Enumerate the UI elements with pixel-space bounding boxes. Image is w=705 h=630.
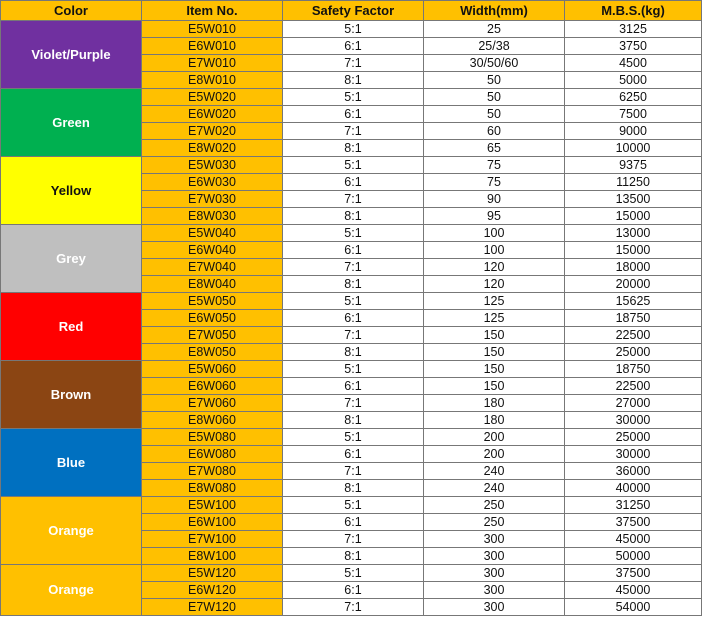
- mbs-cell: 30000: [565, 446, 702, 463]
- item-number-cell: E5W020: [142, 89, 283, 106]
- item-number-cell: E7W050: [142, 327, 283, 344]
- width-cell: 300: [424, 531, 565, 548]
- item-number-cell: E6W010: [142, 38, 283, 55]
- mbs-cell: 11250: [565, 174, 702, 191]
- safety-factor-cell: 5:1: [283, 21, 424, 38]
- width-cell: 250: [424, 497, 565, 514]
- item-number-cell: E8W080: [142, 480, 283, 497]
- width-cell: 50: [424, 106, 565, 123]
- safety-factor-cell: 6:1: [283, 106, 424, 123]
- header-row: [1, 1, 702, 21]
- mbs-cell: 13000: [565, 225, 702, 242]
- width-cell: 300: [424, 548, 565, 565]
- width-cell: 250: [424, 514, 565, 531]
- mbs-cell: 31250: [565, 497, 702, 514]
- safety-factor-cell: 8:1: [283, 140, 424, 157]
- width-cell: 150: [424, 361, 565, 378]
- item-number-cell: E6W040: [142, 242, 283, 259]
- mbs-cell: 3750: [565, 38, 702, 55]
- item-number-cell: E6W080: [142, 446, 283, 463]
- safety-factor-cell: 8:1: [283, 208, 424, 225]
- mbs-cell: 40000: [565, 480, 702, 497]
- width-cell: 100: [424, 242, 565, 259]
- header-mbs: M.B.S.(kg): [565, 1, 702, 21]
- table-row: [1, 157, 702, 174]
- mbs-cell: 25000: [565, 344, 702, 361]
- mbs-cell: 22500: [565, 327, 702, 344]
- color-group-cell: Violet/Purple: [1, 21, 142, 89]
- width-cell: 75: [424, 174, 565, 191]
- safety-factor-cell: 6:1: [283, 310, 424, 327]
- width-cell: 65: [424, 140, 565, 157]
- item-number-cell: E8W020: [142, 140, 283, 157]
- item-number-cell: E8W060: [142, 412, 283, 429]
- width-cell: 120: [424, 276, 565, 293]
- mbs-cell: 4500: [565, 55, 702, 72]
- safety-factor-cell: 8:1: [283, 412, 424, 429]
- width-cell: 240: [424, 480, 565, 497]
- mbs-cell: 15000: [565, 242, 702, 259]
- color-group-cell: Grey: [1, 225, 142, 293]
- table-row: [1, 565, 702, 582]
- width-cell: 240: [424, 463, 565, 480]
- width-cell: 180: [424, 395, 565, 412]
- safety-factor-cell: 7:1: [283, 327, 424, 344]
- table-row: [1, 225, 702, 242]
- item-number-cell: E7W030: [142, 191, 283, 208]
- header-item-no: Item No.: [142, 1, 283, 21]
- mbs-cell: 18750: [565, 310, 702, 327]
- safety-factor-cell: 5:1: [283, 361, 424, 378]
- safety-factor-cell: 7:1: [283, 55, 424, 72]
- item-number-cell: E5W050: [142, 293, 283, 310]
- mbs-cell: 27000: [565, 395, 702, 412]
- safety-factor-cell: 6:1: [283, 446, 424, 463]
- mbs-cell: 50000: [565, 548, 702, 565]
- color-group-cell: Green: [1, 89, 142, 157]
- item-number-cell: E8W030: [142, 208, 283, 225]
- width-cell: 150: [424, 327, 565, 344]
- item-number-cell: E6W030: [142, 174, 283, 191]
- table-row: [1, 361, 702, 378]
- mbs-cell: 37500: [565, 514, 702, 531]
- safety-factor-cell: 5:1: [283, 565, 424, 582]
- mbs-cell: 9375: [565, 157, 702, 174]
- width-cell: 300: [424, 599, 565, 616]
- item-number-cell: E6W020: [142, 106, 283, 123]
- table-row: [1, 89, 702, 106]
- color-group-cell: Orange: [1, 565, 142, 616]
- mbs-cell: 9000: [565, 123, 702, 140]
- mbs-cell: 45000: [565, 582, 702, 599]
- width-cell: 30/50/60: [424, 55, 565, 72]
- safety-factor-cell: 5:1: [283, 293, 424, 310]
- item-number-cell: E8W100: [142, 548, 283, 565]
- mbs-cell: 37500: [565, 565, 702, 582]
- mbs-cell: 10000: [565, 140, 702, 157]
- mbs-cell: 20000: [565, 276, 702, 293]
- safety-factor-cell: 7:1: [283, 599, 424, 616]
- item-number-cell: E8W040: [142, 276, 283, 293]
- mbs-cell: 22500: [565, 378, 702, 395]
- mbs-cell: 5000: [565, 72, 702, 89]
- mbs-cell: 15625: [565, 293, 702, 310]
- item-number-cell: E7W020: [142, 123, 283, 140]
- safety-factor-cell: 8:1: [283, 276, 424, 293]
- table-row: [1, 293, 702, 310]
- mbs-cell: 3125: [565, 21, 702, 38]
- width-cell: 150: [424, 378, 565, 395]
- table-body: [1, 21, 702, 616]
- width-cell: 50: [424, 89, 565, 106]
- color-group-cell: Blue: [1, 429, 142, 497]
- item-number-cell: E7W060: [142, 395, 283, 412]
- item-number-cell: E7W010: [142, 55, 283, 72]
- item-number-cell: E6W060: [142, 378, 283, 395]
- safety-factor-cell: 5:1: [283, 497, 424, 514]
- item-number-cell: E5W040: [142, 225, 283, 242]
- width-cell: 180: [424, 412, 565, 429]
- item-number-cell: E8W010: [142, 72, 283, 89]
- safety-factor-cell: 8:1: [283, 480, 424, 497]
- safety-factor-cell: 7:1: [283, 191, 424, 208]
- safety-factor-cell: 7:1: [283, 259, 424, 276]
- table-row: [1, 21, 702, 38]
- width-cell: 150: [424, 344, 565, 361]
- mbs-cell: 45000: [565, 531, 702, 548]
- safety-factor-cell: 8:1: [283, 548, 424, 565]
- safety-factor-cell: 6:1: [283, 514, 424, 531]
- safety-factor-cell: 7:1: [283, 463, 424, 480]
- item-number-cell: E7W040: [142, 259, 283, 276]
- color-group-cell: Yellow: [1, 157, 142, 225]
- width-cell: 60: [424, 123, 565, 140]
- width-cell: 300: [424, 582, 565, 599]
- color-group-cell: Brown: [1, 361, 142, 429]
- item-number-cell: E7W080: [142, 463, 283, 480]
- width-cell: 200: [424, 429, 565, 446]
- safety-factor-cell: 7:1: [283, 123, 424, 140]
- width-cell: 25/38: [424, 38, 565, 55]
- item-number-cell: E5W120: [142, 565, 283, 582]
- mbs-cell: 25000: [565, 429, 702, 446]
- mbs-cell: 36000: [565, 463, 702, 480]
- header-color: Color: [1, 1, 142, 21]
- item-number-cell: E5W060: [142, 361, 283, 378]
- width-cell: 125: [424, 293, 565, 310]
- item-number-cell: E6W120: [142, 582, 283, 599]
- safety-factor-cell: 8:1: [283, 72, 424, 89]
- width-cell: 25: [424, 21, 565, 38]
- safety-factor-cell: 6:1: [283, 242, 424, 259]
- item-number-cell: E7W100: [142, 531, 283, 548]
- safety-factor-cell: 5:1: [283, 157, 424, 174]
- item-number-cell: E6W100: [142, 514, 283, 531]
- item-number-cell: E5W030: [142, 157, 283, 174]
- safety-factor-cell: 6:1: [283, 38, 424, 55]
- safety-factor-cell: 5:1: [283, 225, 424, 242]
- mbs-cell: 13500: [565, 191, 702, 208]
- safety-factor-cell: 7:1: [283, 395, 424, 412]
- width-cell: 75: [424, 157, 565, 174]
- item-number-cell: E8W050: [142, 344, 283, 361]
- safety-factor-cell: 5:1: [283, 89, 424, 106]
- width-cell: 90: [424, 191, 565, 208]
- header-width: Width(mm): [424, 1, 565, 21]
- width-cell: 95: [424, 208, 565, 225]
- safety-factor-cell: 7:1: [283, 531, 424, 548]
- width-cell: 300: [424, 565, 565, 582]
- width-cell: 100: [424, 225, 565, 242]
- mbs-cell: 18000: [565, 259, 702, 276]
- table-row: [1, 497, 702, 514]
- item-number-cell: E7W120: [142, 599, 283, 616]
- color-group-cell: Orange: [1, 497, 142, 565]
- width-cell: 125: [424, 310, 565, 327]
- safety-factor-cell: 5:1: [283, 429, 424, 446]
- safety-factor-cell: 8:1: [283, 344, 424, 361]
- width-cell: 200: [424, 446, 565, 463]
- mbs-cell: 54000: [565, 599, 702, 616]
- mbs-cell: 6250: [565, 89, 702, 106]
- mbs-cell: 15000: [565, 208, 702, 225]
- table-row: [1, 429, 702, 446]
- mbs-cell: 7500: [565, 106, 702, 123]
- header-safety-factor: Safety Factor: [283, 1, 424, 21]
- mbs-cell: 18750: [565, 361, 702, 378]
- item-number-cell: E5W100: [142, 497, 283, 514]
- width-cell: 50: [424, 72, 565, 89]
- item-number-cell: E6W050: [142, 310, 283, 327]
- width-cell: 120: [424, 259, 565, 276]
- item-number-cell: E5W080: [142, 429, 283, 446]
- safety-factor-cell: 6:1: [283, 378, 424, 395]
- item-number-cell: E5W010: [142, 21, 283, 38]
- safety-factor-cell: 6:1: [283, 174, 424, 191]
- color-group-cell: Red: [1, 293, 142, 361]
- safety-factor-cell: 6:1: [283, 582, 424, 599]
- mbs-cell: 30000: [565, 412, 702, 429]
